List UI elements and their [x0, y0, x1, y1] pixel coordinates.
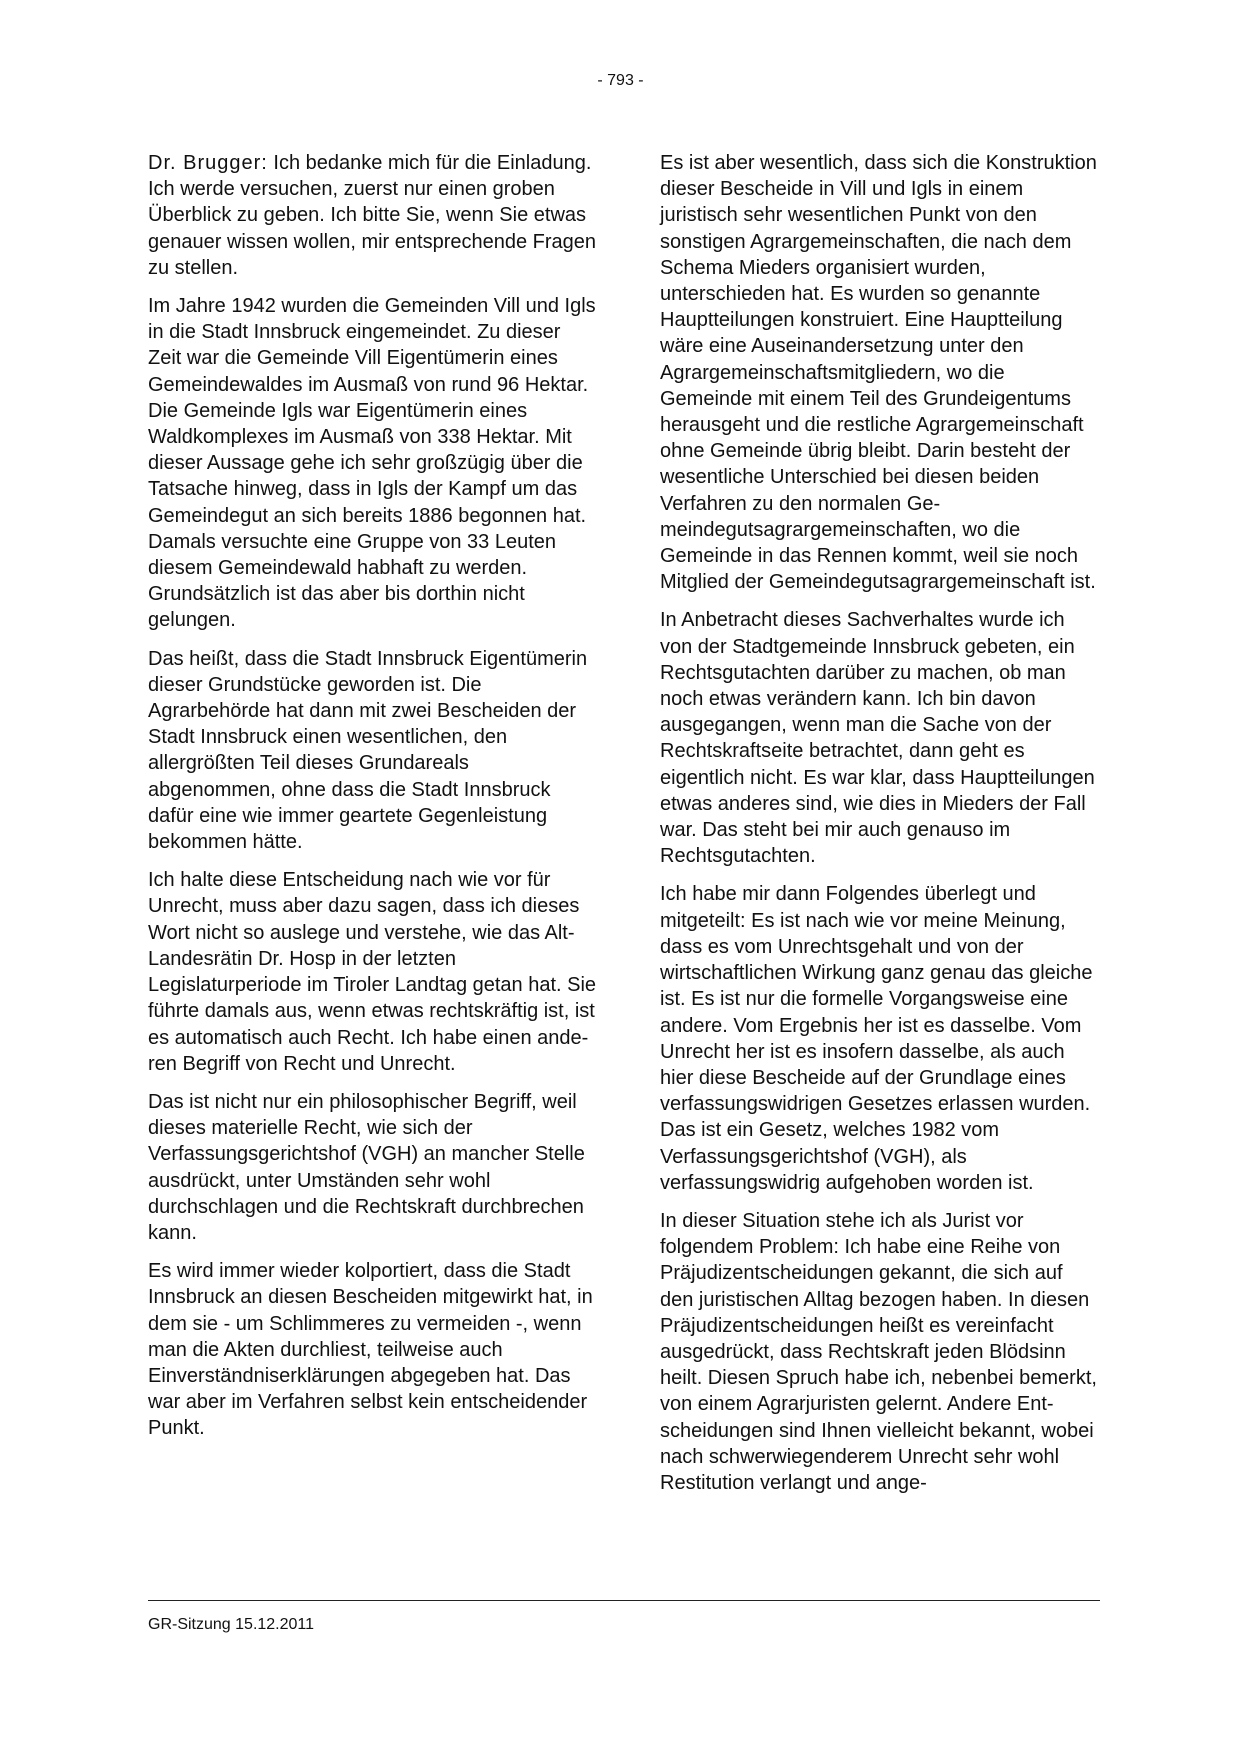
paragraph: Ich habe mir dann Folgendes überlegt und mitgeteilt: Es ist nach wie vor meine Meinung, dass es vom Unrechtsgehalt und von der wirtschaftlichen Wirkung ganz genau das gleiche ist. Es ist nur die formelle Vorgangsweise eine andere. Vom Ergebnis her ist es dasselbe. Vom Unrecht her ist es insofern dasselbe, als auch hier diese Bescheide auf der Grundlage eines verfassungswidrigen Gesetzes erlassen wurden. Das ist ein Gesetz, welches 1982 vom Verfassungsgerichtshof (VGH), als verfassungswidrig aufgehoben worden ist. [660, 883, 1093, 1194]
page-number: - 793 - [597, 72, 644, 89]
paragraph [148, 150, 598, 281]
right-column [660, 150, 1100, 1508]
paragraph-text: Ich bedanke mich für die Einladung. Ich werde versuchen, zuerst nur einen groben Überblick zu geben. Ich bitte Sie, wenn Sie etwas genauer wissen wollen, mir entsprechende Fragen zu stellen. [148, 152, 597, 279]
footer-session-date: GR-Sitzung 15.12.2011 [148, 1616, 315, 1633]
paragraph: In Anbetracht dieses Sachverhaltes wurde ich von der Stadtgemeinde Innsbruck gebeten, ein Rechtsgutachten darüber zu machen, ob man noch etwas verändern kann. Ich bin davon ausgegangen, wenn man die Sache von der Rechtskraftseite betrachtet, dann geht es eigentlich nicht. Es war klar, dass Hauptteilungen etwas anderes sind, wie dies in Mieders der Fall war. Das steht bei mir auch genauso im Rechtsgutachten. [660, 609, 1095, 868]
footer-divider [148, 1600, 1100, 1601]
paragraph: Es wird immer wieder kolportiert, dass die Stadt Innsbruck an diesen Bescheiden mitgewirkt hat, in dem sie - um Schlimmeres zu vermeiden -, wenn man die Akten durchliest, teilweise auch Einverständniserklärungen abgegeben hat. Das war aber im Verfahren selbst kein entscheidender Punkt. [148, 1260, 593, 1440]
paragraph: Das ist nicht nur ein philosophischer Begriff, weil dieses materielle Recht, wie sich der Verfassungsgerichtshof (VGH) an mancher Stelle ausdrückt, unter Umständen sehr wohl durchschlagen und die Rechtskraft durchbrechen kann. [148, 1090, 585, 1244]
paragraph: Es ist aber wesentlich, dass sich die Konstruktion dieser Bescheide in Vill und Igls in einem juristisch sehr wesentlichen Punkt von den sonstigen Agrargemeinschaften, die nach dem Schema Mieders organisiert wurden, unterschieden hat. Es wurden so genannte Hauptteilungen konstruiert. Eine Hauptteilung wäre eine Auseinandersetzung unter den Agrargemeinschaftsmitgliedern, wo die Gemeinde mit einem Teil des Grundeigentums herausgeht und die restliche Agrargemeinschaft ohne Gemeinde übrig bleibt. Darin besteht der wesentliche Unterschied bei diesen beiden Verfahren zu den normalen Gemeindegutsagrargemeinschaften, wo die Gemeinde in das Rennen kommt, weil sie noch Mitglied der Gemeindegutsagrargemeinschaft ist. [660, 152, 1097, 594]
paragraph: Das heißt, dass die Stadt Innsbruck Eigentümerin dieser Grundstücke geworden ist. Die Agrarbehörde hat dann mit zwei Bescheiden der Stadt Innsbruck einen wesentlichen, den allergrößten Teil dieses Grundareals abgenommen, ohne dass die Stadt Innsbruck dafür eine wie immer geartete Gegenleistung bekommen hätte. [148, 647, 588, 854]
paragraph: Ich halte diese Entscheidung nach wie vor für Unrecht, muss aber dazu sagen, dass ich dieses Wort nicht so auslege und verstehe, wie das Alt-Landesrätin Dr. Hosp in der letzten Legislaturperiode im Tiroler Landtag getan hat. Sie führte damals aus, wenn etwas rechtskräftig ist, ist es automatisch auch Recht. Ich habe einen anderen Begriff von Recht und Unrecht. [148, 869, 597, 1075]
speaker-name: Dr. Brugger: [148, 152, 268, 174]
paragraph: Im Jahre 1942 wurden die Gemeinden Vill und Igls in die Stadt Innsbruck eingemeindet. Zu dieser Zeit war die Gemeinde Vill Eigentümerin eines Gemeindewaldes im Ausmaß von rund 96 Hektar. Die Gemeinde Igls war Eigentümerin eines Waldkomplexes im Ausmaß von 338 Hektar. Mit dieser Aussage gehe ich sehr großzügig über die Tatsache hinweg, dass in Igls der Kampf um das Gemeindegut an sich bereits 1886 begonnen hat. Damals versuchte eine Gruppe von 33 Leuten diesem Gemeindewald habhaft zu werden. Grundsätzlich ist das aber bis dorthin nicht gelungen. [148, 295, 596, 632]
paragraph: In dieser Situation stehe ich als Jurist vor folgendem Problem: Ich habe eine Reihe von Präjudizentscheidungen gekannt, die sich auf den juristischen Alltag bezogen haben. In diesen Präjudizentscheidungen heißt es vereinfacht ausgedrückt, dass Rechtskraft jeden Blödsinn heilt. Diesen Spruch habe ich, nebenbei bemerkt, von einem Agrarjuristen gelernt. Andere Entscheidungen sind Ihnen vielleicht bekannt, wobei nach schwerwiegenderem Unrecht sehr wohl Restitution verlangt und ange- [660, 1209, 1097, 1494]
left-column [148, 150, 598, 1454]
